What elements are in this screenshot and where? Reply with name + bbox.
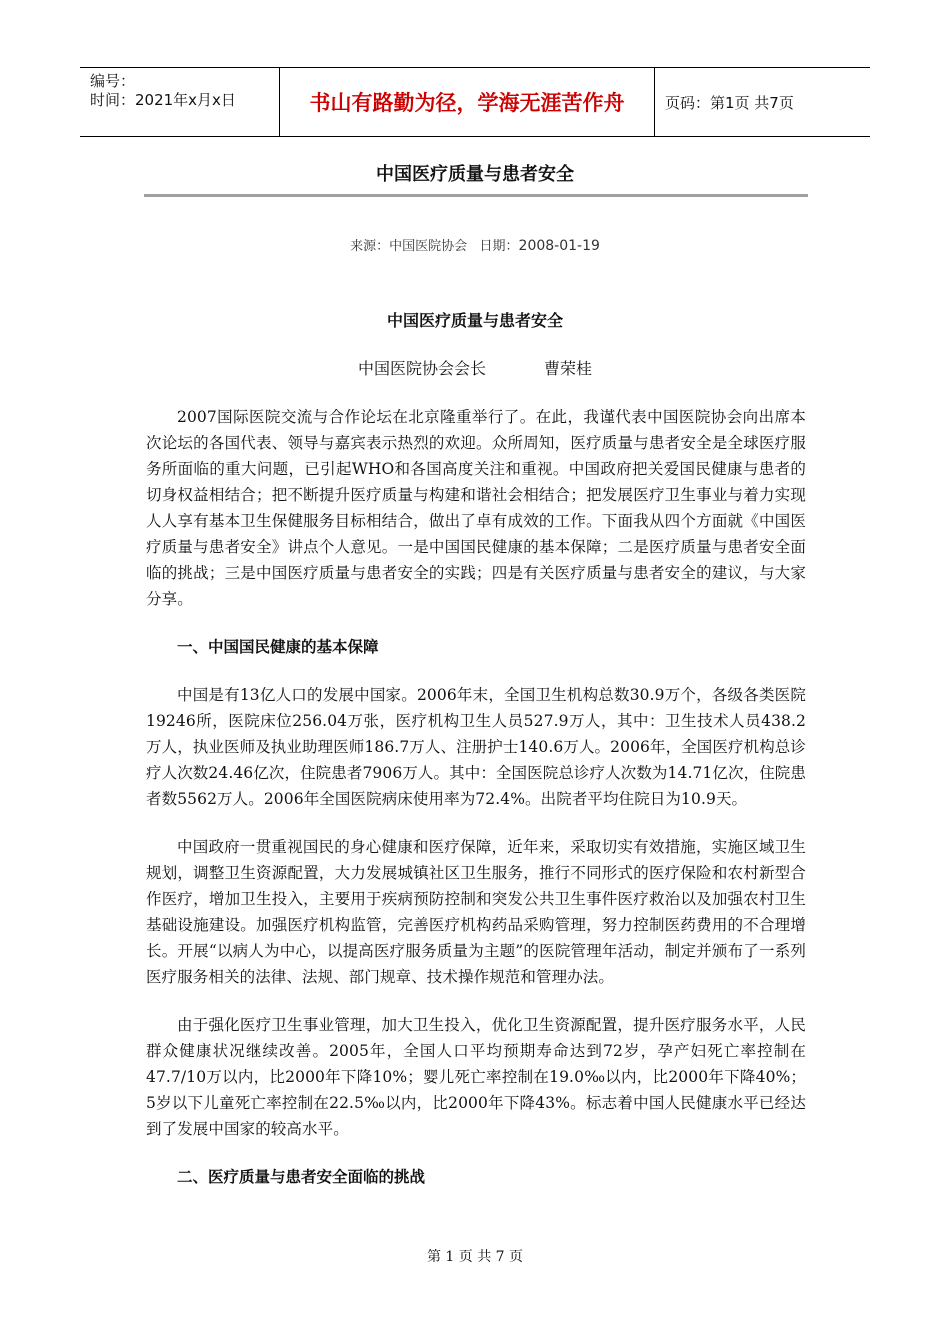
source-label: 来源：中国医院协会 <box>350 239 468 254</box>
author-name: 曹荣桂 <box>544 359 593 378</box>
section-heading-two: 二、医疗质量与患者安全面临的挑战 <box>177 1168 426 1186</box>
page-title: 中国医疗质量与患者安全 <box>376 164 574 185</box>
time-label: 时间：2021年x月x日 <box>90 91 236 109</box>
source-meta <box>0 235 950 254</box>
header-table <box>80 67 870 137</box>
author-byline <box>0 356 950 379</box>
paragraph-health-outcomes: 由于强化医疗卫生事业管理，加大卫生投入，优化卫生资源配置，提升医疗服务水平，人民群众健康状况继续改善。2005年，全国人口平均预期寿命达到72岁，孕产妇死亡率控制在47.7/10万以内，比2000年下降10%；婴儿死亡率控制在19.0‰以内，比2000年下降40%；5岁以下儿童死亡率控制在22.5‰以内，比2000年下降43%。标志着中国人民健康水平已经达到了发展中国家的较高水平。 <box>146 1016 806 1138</box>
author-org: 中国医院协会会长 <box>357 359 486 378</box>
paragraph-intro: 2007国际医院交流与合作论坛在北京隆重举行了。在此，我谨代表中国医院协会向出席本次论坛的各国代表、领导与嘉宾表示热烈的欢迎。众所周知，医疗质量与患者安全是全球医疗服务所面临的重大问题，已引起WHO和各国高度关注和重视。中国政府把关爱国民健康与患者的切身权益相结合；把不断提升医疗质量与构建和谐社会相结合；把发展医疗卫生事业与着力实现人人享有基本卫生保健服务目标相结合，做出了卓有成效的工作。下面我从四个方面就《中国医疗质量与患者安全》讲点个人意见。一是中国国民健康的基本保障；二是医疗质量与患者安全面临的挑战；三是中国医疗质量与患者安全的实践；四是有关医疗质量与患者安全的建议，与大家分享。 <box>146 408 806 608</box>
date-label: 日期： <box>479 239 519 254</box>
paragraph-government: 中国政府一贯重视国民的身心健康和医疗保障，近年来，采取切实有效措施，实施区域卫生规划，调整卫生资源配置，大力发展城镇社区卫生服务，推行不同形式的医疗保险和农村新型合作医疗，增加卫生投入，主要用于疾病预防控制和突发公共卫生事件医疗救治以及加强农村卫生基础设施建设。加强医疗机构监管，完善医疗机构药品采购管理，努力控制医药费用的不合理增长。开展“以病人为中心，以提高医疗服务质量为主题”的医院管理年活动，制定并颁布了一系列医疗服务相关的法律、法规、部门规章、技术操作规范和管理办法。 <box>146 838 806 986</box>
number-label: 编号： <box>90 72 136 90</box>
header-left-cell <box>80 68 280 136</box>
article-body <box>146 404 806 1190</box>
date-value: 2008-01-19 <box>518 238 600 254</box>
page-footer: 第 1 页 共 7 页 <box>426 1249 524 1265</box>
header-page-info: 页码：第1页 共7页 <box>665 93 794 112</box>
title-divider <box>144 194 808 197</box>
section-heading-one: 一、中国国民健康的基本保障 <box>177 638 379 656</box>
paragraph-statistics: 中国是有13亿人口的发展中国家。2006年末，全国卫生机构总数30.9万个，各级各类医院19246所，医院床位256.04万张，医疗机构卫生人员527.9万人，其中：卫生技术人员438.2万人，执业医师及执业助理医师186.7万人、注册护士140.6万人。2006年，全国医疗机构总诊疗人次数24.46亿次，住院患者7906万人。其中：全国医院总诊疗人次数为14.71亿次，住院患者数5562万人。2006年全国医院病床使用率为72.4%。出院者平均住院日为10.9天。 <box>146 686 806 808</box>
article-subtitle: 中国医疗质量与患者安全 <box>386 311 563 330</box>
header-motto: 书山有路勤为径，学海无涯苦作舟 <box>280 68 655 136</box>
